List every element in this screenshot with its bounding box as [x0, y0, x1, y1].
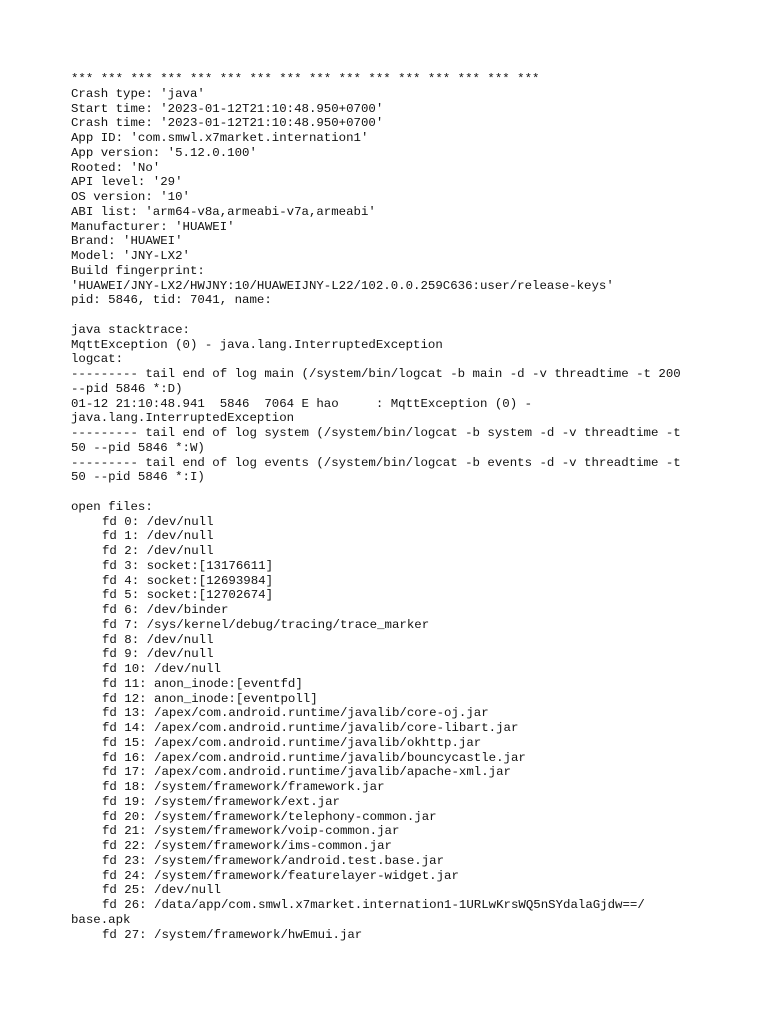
fd-line: fd 0: /dev/null: [102, 514, 214, 529]
fd-line: fd 7: /sys/kernel/debug/tracing/trace_marker: [102, 617, 430, 632]
crash-type: Crash type: 'java': [71, 86, 205, 101]
build-fingerprint-label: Build fingerprint:: [71, 263, 205, 278]
fd-line: fd 2: /dev/null: [102, 544, 214, 558]
blank-line: [71, 485, 731, 500]
fd-line: fd 23: /system/framework/android.test.base.jar: [102, 853, 445, 868]
abi-list: ABI list: 'arm64-v8a,armeabi-v7a,armeabi': [71, 204, 376, 219]
fd-line: fd 6: /dev/binder: [102, 603, 229, 617]
fd-line: fd 14: /apex/com.android.runtime/javalib/core-libart.jar: [102, 721, 519, 735]
fd-line: fd 20: /system/framework/telephony-common.jar: [102, 809, 437, 824]
fd-line: fd 9: /dev/null: [102, 647, 214, 662]
fd-line: fd 25: /dev/null: [102, 883, 221, 898]
start-time: Start time: '2023-01-12T21:10:48.950+0700': [71, 101, 384, 116]
open-files-label: open files:: [71, 499, 153, 514]
fd-line: fd 8: /dev/null: [102, 632, 214, 647]
exception-line: MqttException (0) - java.lang.InterruptedException: [71, 337, 443, 352]
fd-line: fd 1: /dev/null: [102, 529, 214, 544]
separator-stars: *** *** *** *** *** *** *** *** *** *** *** *** *** *** *** ***: [71, 72, 540, 86]
os-version: OS version: '10': [71, 190, 190, 204]
crash-time: Crash time: '2023-01-12T21:10:48.950+0700': [71, 116, 384, 131]
fd-line: fd 4: socket:[12693984]: [102, 573, 274, 588]
fd-line: fd 3: socket:[13176611]: [102, 558, 274, 573]
fd-line: fd 10: /dev/null: [102, 662, 221, 676]
crash-log-document: [71, 72, 731, 942]
fd-line: fd 16: /apex/com.android.runtime/javalib/bouncycastle.jar: [102, 750, 526, 765]
fd-line: fd 27: /system/framework/hwEmui.jar: [102, 927, 363, 942]
fd-line: fd 13: /apex/com.android.runtime/javalib/core-oj.jar: [102, 706, 489, 721]
system-log-header: --------- tail end of log system (/system/bin/logcat -b system -d -v threadtime -t: [71, 426, 681, 440]
brand: Brand: 'HUAWEI': [71, 234, 183, 249]
log-entry: 01-12 21:10:48.941 5846 7064 E hao : MqttException (0) -: [71, 396, 533, 411]
fd-line-cont: base.apk: [71, 912, 131, 927]
fd-line: fd 12: anon_inode:[eventpoll]: [102, 691, 318, 706]
rooted: Rooted: 'No': [71, 160, 161, 175]
log-entry-cont: java.lang.InterruptedException: [71, 411, 295, 426]
fd-line: fd 18: /system/framework/framework.jar: [102, 780, 385, 794]
build-fingerprint-value: 'HUAWEI/JNY-LX2/HWJNY:10/HUAWEIJNY-L22/102.0.0.259C636:user/release-keys': [71, 278, 614, 293]
events-log-header-cont: 50 --pid 5846 *:I): [71, 470, 205, 485]
app-id: App ID: 'com.smwl.x7market.internation1': [71, 131, 369, 145]
fd-line: fd 19: /system/framework/ext.jar: [102, 794, 340, 809]
fd-line: fd 26: /data/app/com.smwl.x7market.internation1-1URLwKrsWQ5nSYdalaGjdw==/: [102, 898, 645, 912]
logcat-label: logcat:: [71, 352, 124, 367]
app-version: App version: '5.12.0.100': [71, 145, 257, 160]
model: Model: 'JNY-LX2': [71, 249, 190, 263]
blank-line: [71, 308, 731, 323]
fd-line: fd 21: /system/framework/voip-common.jar: [102, 824, 400, 839]
fd-line: fd 11: anon_inode:[eventfd]: [102, 676, 303, 691]
fd-line: fd 15: /apex/com.android.runtime/javalib/okhttp.jar: [102, 735, 482, 750]
pid-line: pid: 5846, tid: 7041, name:: [71, 293, 272, 308]
fd-line: fd 5: socket:[12702674]: [102, 588, 274, 603]
stacktrace-label: java stacktrace:: [71, 322, 190, 337]
manufacturer: Manufacturer: 'HUAWEI': [71, 219, 235, 234]
main-log-header: --------- tail end of log main (/system/bin/logcat -b main -d -v threadtime -t 200: [71, 367, 681, 381]
api-level: API level: '29': [71, 175, 183, 190]
main-log-header-cont: --pid 5846 *:D): [71, 381, 183, 396]
fd-line: fd 17: /apex/com.android.runtime/javalib/apache-xml.jar: [102, 765, 511, 780]
fd-line: fd 22: /system/framework/ims-common.jar: [102, 839, 392, 853]
events-log-header: --------- tail end of log events (/system/bin/logcat -b events -d -v threadtime -t: [71, 455, 681, 470]
system-log-header-cont: 50 --pid 5846 *:W): [71, 440, 205, 455]
fd-line: fd 24: /system/framework/featurelayer-widget.jar: [102, 868, 459, 883]
